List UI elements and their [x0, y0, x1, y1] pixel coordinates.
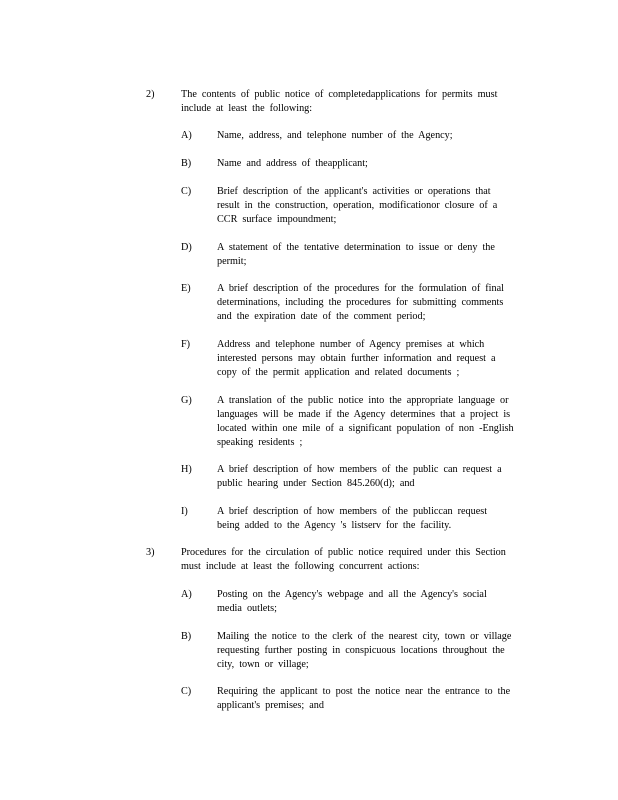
text-line: interested persons may obtain further information and request a: [217, 353, 496, 364]
section-text: [181, 546, 536, 574]
text-line: result in the construction, operation, modificationor closure of a: [217, 200, 498, 211]
text-line: Procedures for the circulation of public notice required under this Section: [181, 547, 506, 558]
text-line: Brief description of the applicant's activities or operations that: [217, 186, 491, 197]
text-line: applicant's premises; and: [217, 700, 324, 711]
item-label: C): [181, 686, 192, 697]
item-text: [217, 505, 535, 533]
item-text: [217, 338, 535, 380]
text-line: public hearing under Section 845.260(d); and: [217, 478, 415, 489]
text-line: must include at least the following concurrent actions:: [181, 561, 420, 572]
item-label: B): [181, 158, 192, 169]
text-line: Name and address of theapplicant;: [217, 158, 368, 169]
text-line: city, town or village;: [217, 659, 309, 670]
text-line: requesting further posting in conspicuous locations throughout the: [217, 645, 505, 656]
item-label: F): [181, 339, 191, 350]
section-number: 3): [146, 547, 155, 558]
item-label: A): [181, 130, 192, 141]
item-label: H): [181, 464, 192, 475]
text-line: permit;: [217, 256, 247, 267]
item-label: D): [181, 242, 192, 253]
item-text: [217, 241, 535, 269]
section-text: [181, 88, 536, 116]
text-line: The contents of public notice of completedapplications for permits must: [181, 89, 498, 100]
text-line: and the expiration date of the comment period;: [217, 311, 426, 322]
text-line: Name, address, and telephone number of the Agency;: [217, 130, 453, 141]
item-label: E): [181, 283, 191, 294]
item-text: [217, 157, 535, 171]
item-text: [217, 282, 535, 324]
text-line: located within one mile of a significant population of non -English: [217, 423, 514, 434]
item-text: [217, 630, 535, 672]
text-line: Address and telephone number of Agency premises at which: [217, 339, 485, 350]
item-text: [217, 185, 535, 227]
text-line: Mailing the notice to the clerk of the nearest city, town or village: [217, 631, 512, 642]
item-text: [217, 463, 535, 491]
item-label: B): [181, 631, 192, 642]
item-label: I): [181, 506, 188, 517]
text-line: A brief description of how members of the publiccan request: [217, 506, 488, 517]
text-line: A brief description of how members of the public can request a: [217, 464, 502, 475]
item-label: C): [181, 186, 192, 197]
text-line: determinations, including the procedures for submitting comments: [217, 297, 504, 308]
item-text: [217, 685, 535, 713]
text-line: CCR surface impoundment;: [217, 214, 337, 225]
text-line: media outlets;: [217, 603, 277, 614]
item-label: A): [181, 589, 192, 600]
text-line: being added to the Agency 's listserv for the facility.: [217, 520, 452, 531]
text-line: A statement of the tentative determination to issue or deny the: [217, 242, 495, 253]
text-line: Posting on the Agency's webpage and all the Agency's social: [217, 589, 487, 600]
item-text: [217, 588, 535, 616]
text-line: A translation of the public notice into the appropriate language or: [217, 395, 509, 406]
item-text: [217, 129, 535, 143]
section-number: 2): [146, 89, 155, 100]
text-line: A brief description of the procedures for the formulation of final: [217, 283, 504, 294]
text-line: include at least the following:: [181, 103, 313, 114]
text-line: copy of the permit application and related documents ;: [217, 367, 460, 378]
text-line: Requiring the applicant to post the notice near the entrance to the: [217, 686, 511, 697]
text-line: languages will be made if the Agency determines that a project is: [217, 409, 511, 420]
item-label: G): [181, 395, 192, 406]
item-text: [217, 394, 535, 450]
text-line: speaking residents ;: [217, 437, 303, 448]
